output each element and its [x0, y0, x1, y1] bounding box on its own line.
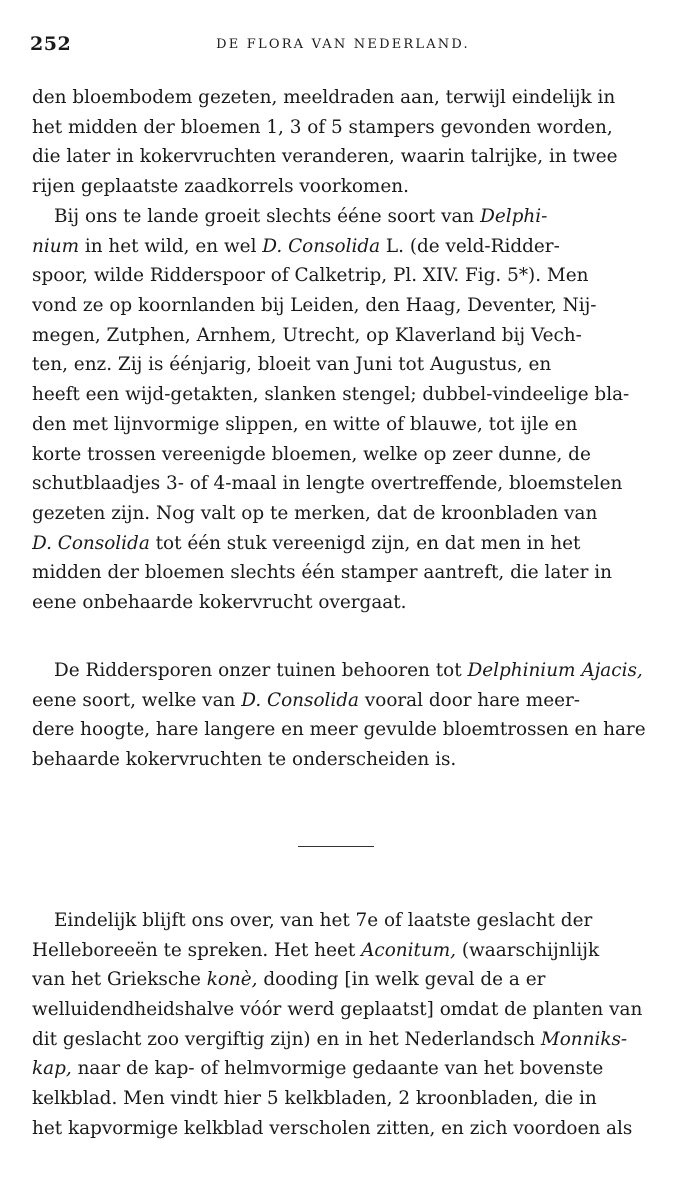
section-separator: [298, 846, 374, 847]
text-line: rijen geplaatste zaadkorrels voorkomen.: [32, 176, 409, 198]
text-line: gezeten zijn. Nog valt op te merken, dat de kroonbladen van: [32, 502, 598, 524]
running-head: DE FLORA VAN NEDERLAND.: [216, 37, 470, 52]
italic-text: D. Consolida: [32, 532, 150, 554]
text-run: van het Grieksche: [32, 969, 207, 991]
paragraph-1: [32, 83, 656, 202]
text-line: behaarde kokervruchten te onderscheiden is.: [32, 749, 457, 771]
text-run: naar de kap- of helmvormige gedaante van het bovenste: [71, 1058, 604, 1080]
text-run: dit geslacht zoo vergiftig zijn) en in het Nederlandsch: [32, 1028, 541, 1050]
text-line: megen, Zutphen, Arnhem, Utrecht, op Klaverland bij Vech-: [32, 324, 582, 346]
text-run: in het wild, en wel: [79, 235, 263, 257]
text-line: ten, enz. Zij is éénjarig, bloeit van Juni tot Augustus, en: [32, 354, 552, 376]
text-line: het kapvormige kelkblad verscholen zitten, en zich voordoen als: [32, 1117, 633, 1139]
text-line: welluidendheidshalve vóór werd geplaatst] omdat de planten van: [32, 999, 643, 1021]
text-line: [32, 202, 656, 232]
text-run: L. (de veld-Ridder-: [380, 235, 560, 257]
text-line: spoor, wilde Ridderspoor of Calketrip, Pl. XIV. Fig. 5*). Men: [32, 265, 589, 287]
page-number: 252: [30, 33, 72, 55]
text-line: [32, 232, 656, 262]
text-line: die later in kokervruchten veranderen, waarin talrijke, in twee: [32, 146, 618, 168]
text-line: dere hoogte, hare langere en meer gevulde bloemtrossen en hare: [32, 719, 646, 741]
italic-text: kap,: [32, 1058, 72, 1080]
italic-text: D. Consolida: [241, 689, 360, 711]
text-line: schutblaadjes 3- of 4-maal in lengte overtreffende, bloemstelen: [32, 473, 623, 495]
text-line: midden der bloemen slechts één stamper aantreft, die later in: [32, 562, 612, 584]
text-line: [32, 656, 656, 686]
text-run: dooding [in welk geval de a er: [257, 969, 546, 991]
text-line: eene onbehaarde kokervrucht overgaat.: [32, 591, 407, 613]
italic-text: Aconitum,: [361, 939, 457, 961]
italic-text: Monniks-: [540, 1028, 628, 1050]
text-line: Eindelijk blijft ons over, van het 7e of laatste geslacht der: [54, 910, 593, 931]
text-line: den met lijnvormige slippen, en witte of blauwe, tot ijle en: [32, 413, 578, 435]
text-line: den bloembodem gezeten, meeldraden aan, terwijl eindelijk in: [32, 87, 616, 108]
text-line: [32, 965, 656, 995]
text-run: eene soort, welke van: [32, 689, 242, 711]
paragraph-2: [32, 202, 656, 618]
text-line: het midden der bloemen 1, 3 of 5 stampers gevonden worden,: [32, 116, 613, 138]
text-run: (waarschijnlijk: [456, 939, 600, 961]
text-line: [32, 1054, 656, 1084]
italic-text: D. Consolida: [262, 235, 381, 257]
italic-text: Delphi-: [480, 206, 548, 227]
text-line: [32, 686, 656, 716]
page-header: [30, 33, 656, 57]
text-line: vond ze op koornlanden bij Leiden, den Haag, Deventer, Nij-: [32, 295, 597, 317]
paragraph-3: [32, 656, 656, 775]
text-run: vooral door hare meer-: [359, 689, 580, 711]
italic-text: nium: [32, 235, 80, 257]
text-run: Helleboreeën te spreken. Het heet: [32, 939, 362, 961]
text-line: korte trossen vereenigde bloemen, welke op zeer dunne, de: [32, 443, 591, 465]
text-line: [32, 1025, 656, 1055]
text-run: De Riddersporen onzer tuinen behooren tot: [54, 660, 468, 681]
italic-text: konè,: [206, 969, 258, 991]
text-line: heeft een wijd-getakten, slanken stengel; dubbel-vindeelige bla-: [32, 384, 630, 406]
text-line: [32, 936, 656, 966]
italic-text: Delphinium Ajacis,: [467, 660, 643, 681]
text-line: [32, 529, 656, 559]
text-run: Bij ons te lande groeit slechts ééne soort van: [54, 206, 481, 227]
paragraph-4: [32, 906, 656, 1144]
text-run: tot één stuk vereenigd zijn, en dat men in het: [149, 532, 581, 554]
text-line: kelkblad. Men vindt hier 5 kelkbladen, 2 kroonbladen, die in: [32, 1088, 597, 1110]
